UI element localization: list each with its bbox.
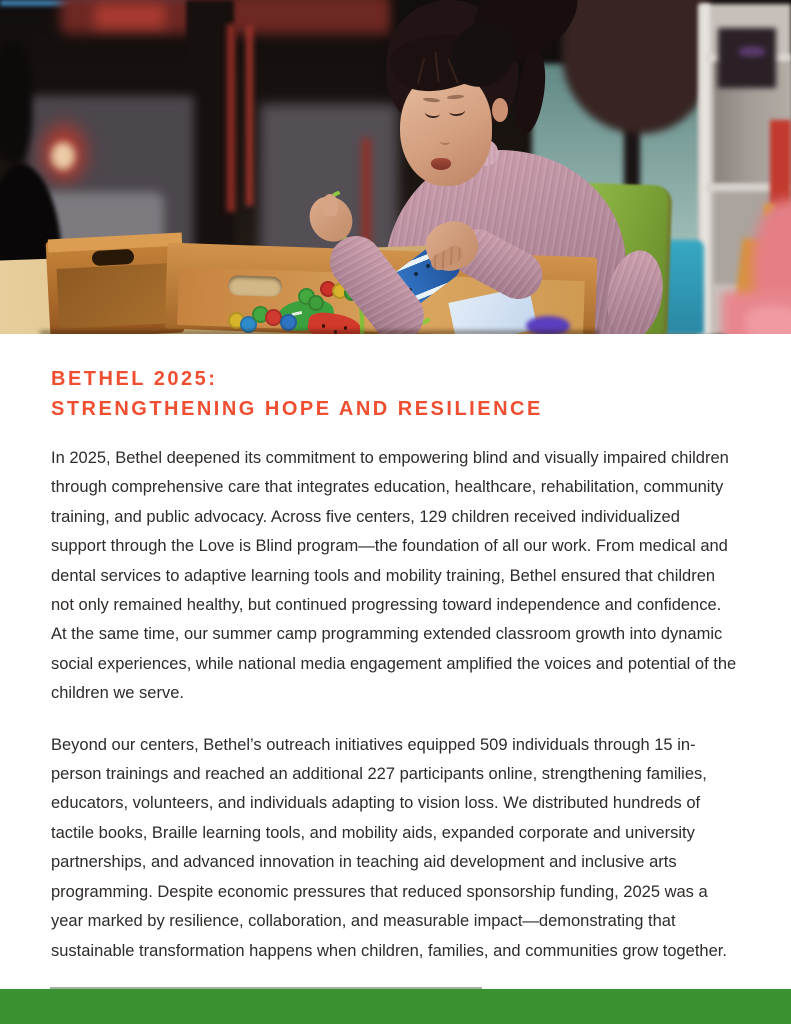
hero-photo (0, 0, 791, 334)
child-left-finger (322, 194, 338, 216)
page-title-line2: STRENGTHENING HOPE AND RESILIENCE (51, 398, 543, 420)
footer-accent-bar (0, 989, 791, 1024)
page-title (51, 364, 543, 424)
page-title-line1: BETHEL 2025: (51, 368, 218, 390)
body-text (51, 444, 737, 966)
photo-table-shadow (40, 330, 600, 334)
body-paragraph-2: Beyond our centers, Bethel’s outreach initiatives equipped 509 individuals through 15 in-person trainings and reached an additional 227 participants online, strengthening families, educators, volunteers, and individuals adapting to vision loss. We distributed hundreds of tactile books, Braille learning tools, and mobility aids, expanded corporate and university partnerships, and advanced innovation in teaching aid development and inclusive arts programming. Despite economic pressures that reduced sponsorship funding, 2025 was a year marked by resilience, collaboration, and measurable impact—demonstrating that sustainable transformation happens when children, families, and communities grow together. (51, 735, 727, 960)
photo-pink-person-highlight (745, 306, 791, 334)
body-paragraph-1: In 2025, Bethel deepened its commitment to empowering blind and visually impaired children through comprehensive care that integrates education, healthcare, rehabilitation, community training, and public advocacy. Across five centers, 129 children received individualized support through the Love is Blind program—the foundation of all our work. From medical and dental services to adaptive learning tools and mobility training, Bethel ensured that children not only remained healthy, but continued progressing toward independence and confidence. At the same time, our summer camp programming extended classroom growth into dynamic social experiences, while national media engagement amplified the voices and potential of the children we serve. (51, 449, 737, 703)
footer-shadow-line (50, 987, 482, 989)
